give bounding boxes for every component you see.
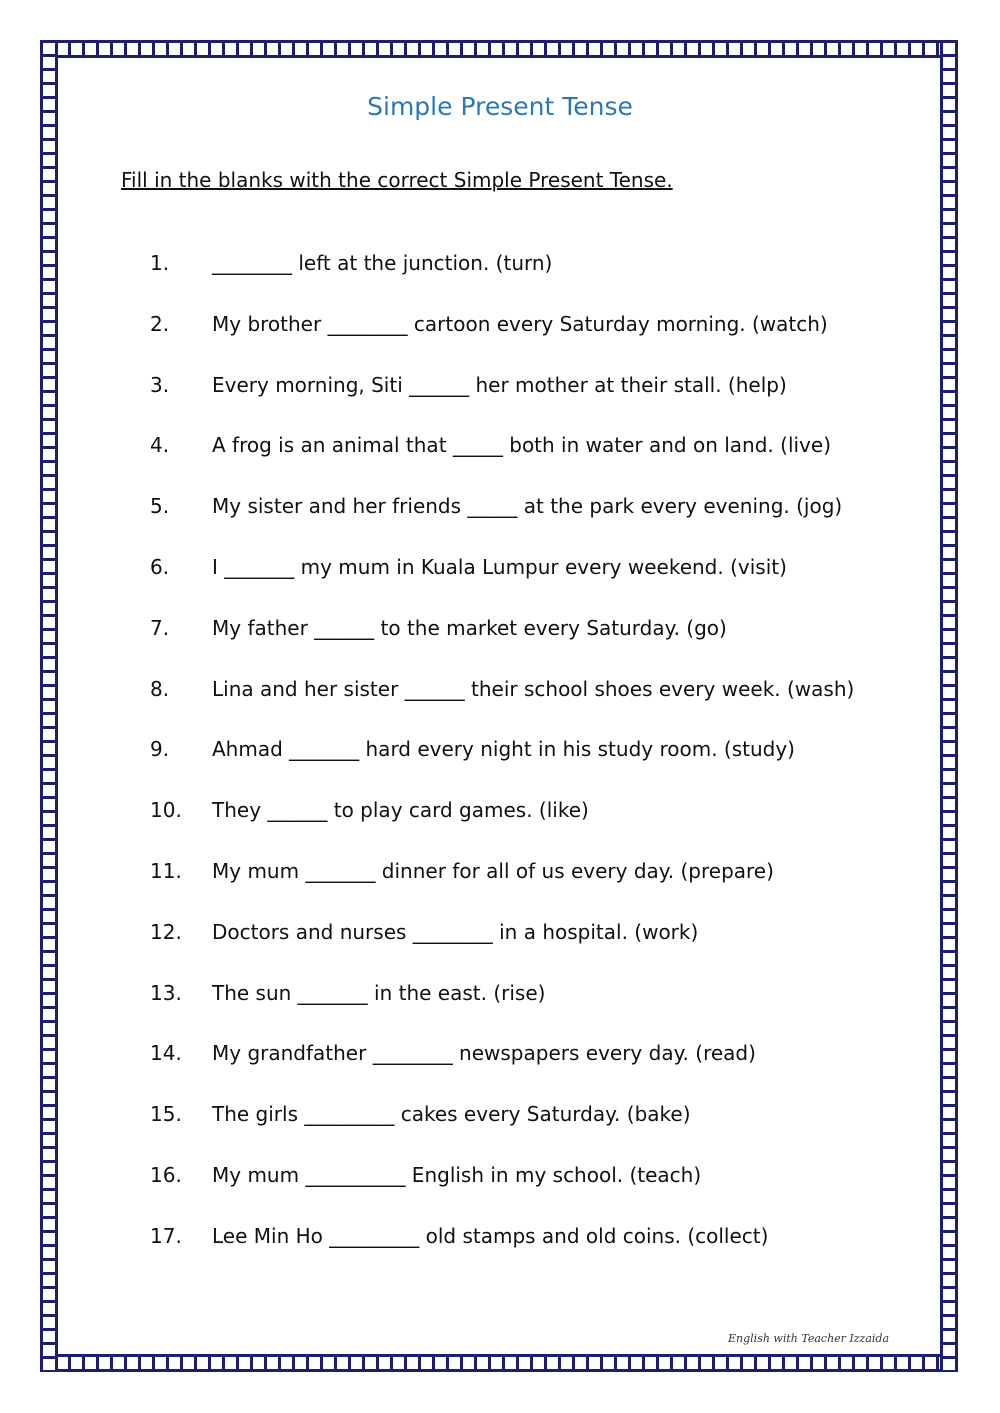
question-item: [150, 914, 930, 975]
question-item: [150, 549, 930, 610]
question-text: My sister and her friends _____ at the park every evening. (jog): [212, 494, 843, 519]
question-text: Lee Min Ho _________ old stamps and old coins. (collect): [212, 1223, 769, 1248]
question-item: [150, 1035, 930, 1096]
question-item: [150, 367, 930, 428]
question-text: Doctors and nurses ________ in a hospital. (work): [212, 919, 699, 944]
question-item: [150, 488, 930, 549]
question-number: 4.: [150, 433, 170, 458]
question-text: ________ left at the junction. (turn): [212, 251, 553, 275]
page-border-top: [40, 40, 958, 58]
question-text: My mum _______ dinner for all of us every day. (prepare): [212, 858, 774, 883]
question-number: 7.: [150, 615, 170, 640]
question-item: [150, 792, 930, 853]
question-number: 10.: [150, 798, 182, 823]
question-number: 12.: [150, 919, 182, 944]
question-item: [150, 975, 930, 1036]
question-number: 15.: [150, 1102, 182, 1127]
question-text: Every morning, Siti ______ her mother at their stall. (help): [212, 372, 787, 397]
question-number: 5.: [150, 494, 170, 519]
question-text: My father ______ to the market every Saturday. (go): [212, 615, 727, 640]
page-border-right: [940, 40, 958, 1372]
question-number: 3.: [150, 372, 170, 397]
question-number: 16.: [150, 1162, 182, 1187]
question-text: Lina and her sister ______ their school shoes every week. (wash): [212, 676, 855, 701]
question-number: 13.: [150, 980, 182, 1005]
question-text: I _______ my mum in Kuala Lumpur every weekend. (visit): [212, 554, 787, 579]
question-item: [150, 853, 930, 914]
question-text: They ______ to play card games. (like): [212, 798, 589, 823]
question-number: 14.: [150, 1041, 182, 1066]
question-text: The girls _________ cakes every Saturday. (bake): [212, 1102, 691, 1127]
page-border-left: [40, 40, 58, 1372]
question-number: 9.: [150, 737, 170, 762]
worksheet-title: Simple Present Tense: [367, 92, 633, 121]
question-number: 8.: [150, 676, 170, 701]
question-item: [150, 610, 930, 671]
question-item: [150, 427, 930, 488]
page-border-bottom: [40, 1354, 958, 1372]
question-text: Ahmad _______ hard every night in his study room. (study): [212, 737, 795, 762]
question-item: [150, 245, 930, 306]
question-number: 6.: [150, 554, 170, 579]
question-item: [150, 671, 930, 732]
footer-credit: English with Teacher Izzaida: [728, 1332, 890, 1345]
question-item: [150, 1218, 930, 1279]
question-number: 11.: [150, 858, 182, 883]
question-item: [150, 306, 930, 367]
question-text: My grandfather ________ newspapers every day. (read): [212, 1041, 756, 1066]
question-text: The sun _______ in the east. (rise): [212, 980, 546, 1005]
question-text: My brother ________ cartoon every Saturday morning. (watch): [212, 311, 828, 336]
question-number: 17.: [150, 1223, 182, 1248]
question-item: [150, 1096, 930, 1157]
question-item: [150, 1157, 930, 1218]
question-list: [150, 245, 930, 1279]
question-item: [150, 731, 930, 792]
question-text: A frog is an animal that _____ both in water and on land. (live): [212, 433, 831, 458]
question-text: My mum __________ English in my school. (teach): [212, 1162, 702, 1187]
question-number: 2.: [150, 311, 170, 336]
question-number: 1.: [150, 251, 170, 275]
worksheet-instruction: Fill in the blanks with the correct Simple Present Tense.: [121, 168, 673, 192]
